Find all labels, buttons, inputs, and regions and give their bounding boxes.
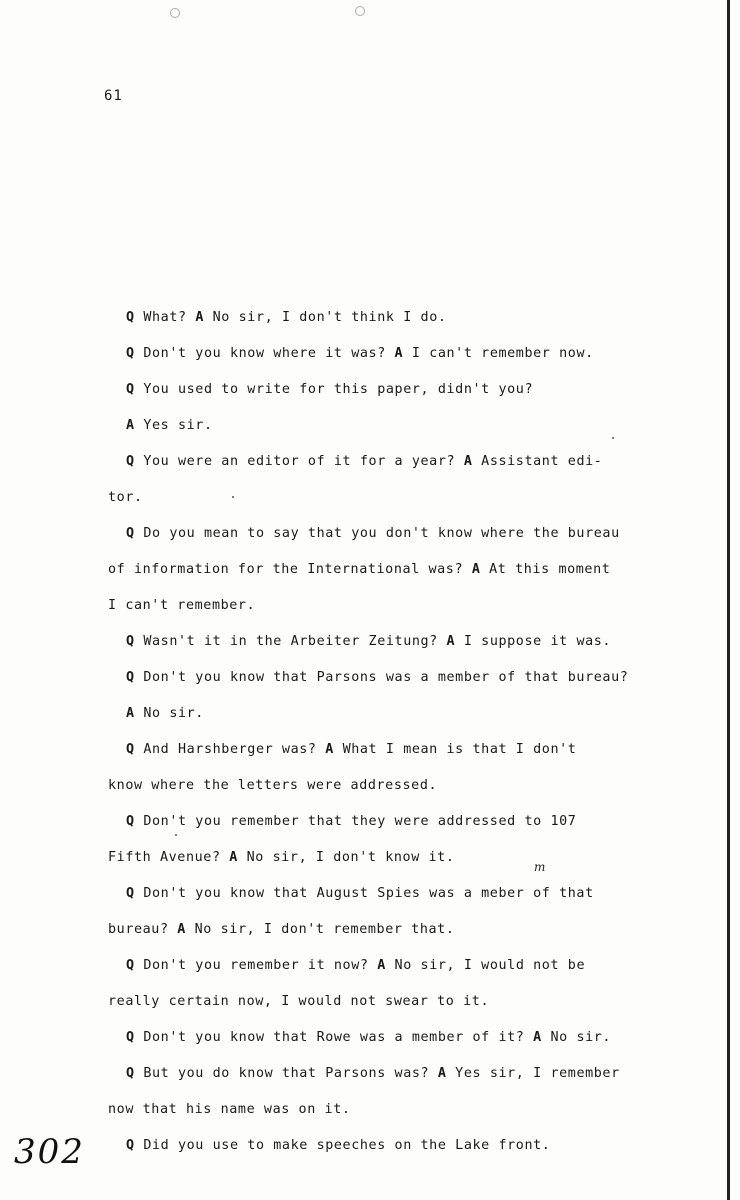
transcript-text: Fifth Avenue? [108,850,230,865]
scan-speck [175,834,177,836]
question-marker: Q [126,1030,135,1045]
question-marker: Q [126,1066,135,1081]
transcript-text: Don't you know that Parsons was a member of that bureau? [134,670,629,685]
transcript-text: I suppose it was. [455,634,612,649]
transcript-line [108,840,698,876]
transcript-text: Did you use to make speeches on the Lake front. [134,1138,551,1153]
transcript-line [108,300,698,336]
question-marker: Q [126,634,135,649]
transcript-text: really certain now, I would not swear to it. [108,994,490,1009]
answer-marker: A [325,742,334,757]
transcript-line [108,372,698,408]
transcript-text: No sir, I would not be [385,958,586,973]
question-marker: Q [126,886,135,901]
transcript-line [108,768,698,804]
transcript-text: now that his name was on it. [108,1102,351,1117]
answer-marker: A [195,310,204,325]
transcript-line [108,624,698,660]
transcript-line [108,408,698,444]
transcript-text: Do you mean to say that you don't know where the bureau [134,526,620,541]
answer-marker: A [126,418,135,433]
transcript-text: But you do know that Parsons was? [134,1066,438,1081]
transcript-text: know where the letters were addressed. [108,778,438,793]
transcript-line [108,1128,698,1164]
transcript-line [108,984,698,1020]
question-marker: Q [126,814,135,829]
transcript-line [108,660,698,696]
transcript-line [108,444,698,480]
answer-marker: A [463,454,473,469]
transcript-text: Yes sir, I remember [446,1066,620,1081]
transcript-line [108,912,698,948]
transcript-text: I can't remember now. [403,346,594,361]
question-marker: Q [126,382,135,397]
page-edge-rule [727,0,730,1200]
transcript-text: Yes sir. [134,418,213,433]
punch-mark-right [355,6,365,16]
question-marker: Q [126,1138,135,1153]
punch-mark-left [170,8,180,18]
answer-marker: A [377,958,386,973]
transcript-text: Wasn't it in the Arbeiter Zeitung? [134,634,447,649]
transcript-text: Don't you know that Rowe was a member of it? [134,1030,534,1045]
transcript-text: tor. [108,490,143,505]
answer-marker: A [437,1066,447,1081]
transcript-text: Don't you know that August Spies was a meber of that [134,886,594,901]
transcript-text: Don't you remember it now? [134,958,378,973]
transcript-text: At this moment [480,562,611,577]
transcript-line [108,516,698,552]
answer-marker: A [394,346,404,361]
transcript-line [108,1092,698,1128]
transcript-line [108,696,698,732]
transcript-text: Don't you know where it was? [134,346,395,361]
scan-artifacts [170,6,390,24]
answer-marker: A [229,850,238,865]
transcript-text: You used to write for this paper, didn't you? [134,382,534,397]
question-marker: Q [126,346,135,361]
question-marker: Q [126,742,135,757]
transcript-text: What I mean is that I don't [333,742,577,757]
page-number: 61 [104,88,123,104]
transcript-line [108,552,698,588]
transcript-line [108,732,698,768]
transcript-line [108,1020,698,1056]
answer-marker: A [446,634,456,649]
answer-marker: A [126,706,135,721]
handwritten-correction: m [534,860,546,874]
answer-marker: A [177,922,186,937]
answer-marker: A [471,562,481,577]
transcript-text: bureau? [108,922,178,937]
question-marker: Q [126,454,135,469]
transcript-text: No sir, I don't know it. [237,850,455,865]
transcript-line [108,804,698,840]
transcript-text: No sir, I don't think I do. [203,310,447,325]
transcript-text: What? [134,310,196,325]
transcript-line [108,588,698,624]
question-marker: Q [126,958,135,973]
transcript-text: And Harshberger was? [134,742,326,757]
transcript-line [108,336,698,372]
scan-speck [232,496,234,498]
transcript-text: I can't remember. [108,598,256,613]
testimony-transcript [108,300,698,1164]
answer-marker: A [533,1030,542,1045]
transcript-line [108,948,698,984]
question-marker: Q [126,670,135,685]
transcript-line [108,876,698,912]
transcript-text: You were an editor of it for a year? [134,454,464,469]
transcript-text: Don't you remember that they were addressed to 107 [134,814,577,829]
transcript-text: No sir. [134,706,204,721]
scan-speck [612,437,614,439]
transcript-text: No sir, I don't remember that. [185,922,455,937]
transcript-text: of information for the International was? [108,562,472,577]
transcript-text: No sir. [541,1030,612,1045]
transcript-line [108,1056,698,1092]
handwritten-margin-number: 302 [14,1132,85,1172]
transcript-text: Assistant edi- [472,454,603,469]
question-marker: Q [126,526,135,541]
question-marker: Q [126,310,135,325]
transcript-line [108,480,698,516]
